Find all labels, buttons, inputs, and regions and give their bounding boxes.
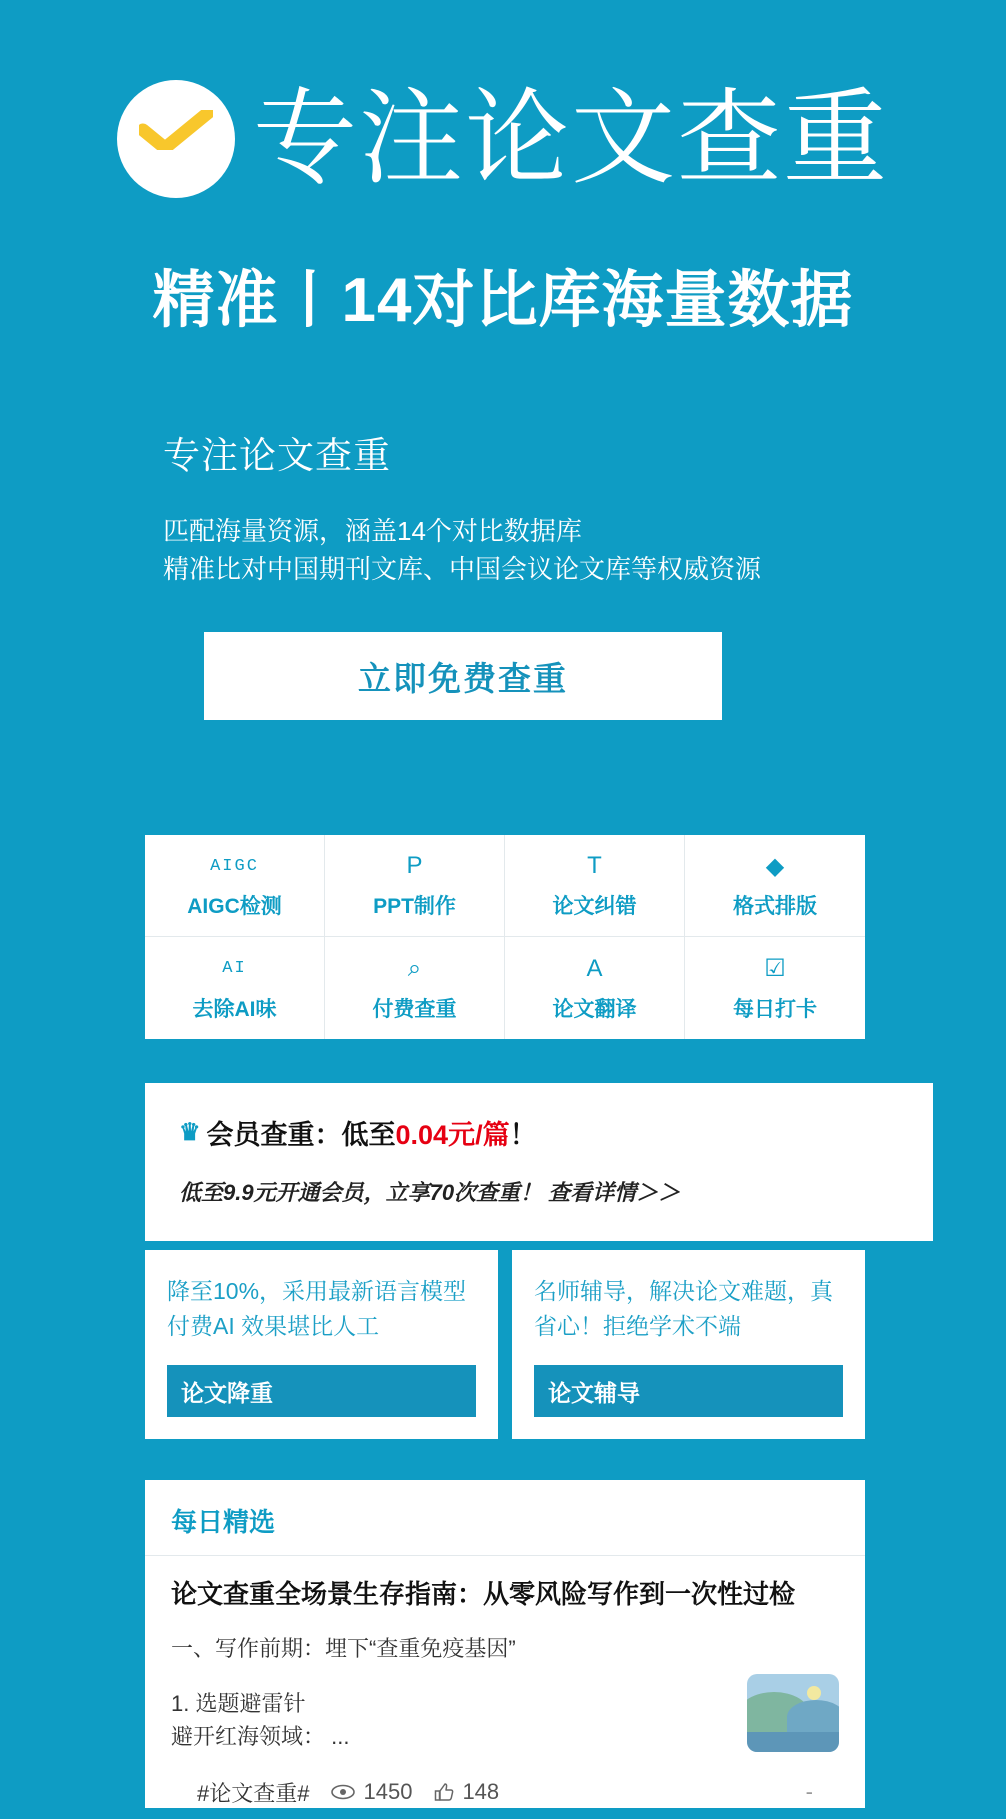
intro-lines — [163, 513, 1006, 588]
format-diamond-icon: ◆ — [765, 852, 785, 880]
thumbs-up-icon — [434, 1782, 454, 1802]
tool-label: 去除AI味 — [192, 997, 277, 1021]
tool-daily-checkin[interactable] — [685, 937, 865, 1039]
tool-paper-translate[interactable] — [505, 937, 685, 1039]
translate-icon: A — [586, 954, 603, 982]
more-options[interactable]: - — [805, 1779, 813, 1805]
page-title: 专注论文查重 — [252, 81, 889, 197]
intro-title: 专注论文查重 — [163, 435, 391, 476]
member-detail-link[interactable]: 低至9.9元开通会员，立享70次查重！ 查看详情＞＞ — [179, 1180, 681, 1205]
eye-icon — [331, 1784, 355, 1800]
article-subtitle: 一、写作前期：埋下“查重免疫基因” — [171, 1635, 516, 1661]
aigc-text-icon: AIGC — [210, 856, 259, 876]
ai-remove-icon: AI — [222, 959, 247, 978]
paper-tutoring-button[interactable]: 论文辅导 — [534, 1365, 843, 1417]
check-circle-icon — [117, 80, 235, 198]
tool-paper-correction[interactable] — [505, 835, 685, 937]
daily-picks-card — [145, 1480, 865, 1808]
tools-grid — [145, 835, 865, 1039]
hero-subtitle: 精准丨14对比库海量数据 — [152, 266, 854, 335]
member-price: 0.04元/篇 — [395, 1120, 510, 1150]
article-body-line-1: 1. 选题避雷针 — [171, 1690, 306, 1716]
check-mark-shape — [139, 110, 213, 150]
article-body — [171, 1687, 601, 1753]
free-check-button[interactable]: 立即免费查重 — [204, 632, 722, 720]
article-body-line-2: 避开红海领域： ... — [171, 1723, 350, 1749]
promo-text: 名师辅导，解决论文难题，真省心！拒绝学术不端 — [534, 1278, 833, 1339]
tool-paid-check[interactable] — [325, 937, 505, 1039]
daily-picks-title: 每日精选 — [145, 1480, 865, 1556]
tool-label: 付费查重 — [372, 997, 457, 1021]
search-icon: ⌕ — [407, 954, 422, 982]
hero-title-row — [0, 80, 1006, 198]
member-banner[interactable] — [145, 1083, 933, 1241]
article-item[interactable] — [145, 1556, 865, 1808]
promo-card-reduce[interactable] — [145, 1250, 498, 1439]
tool-label: 论文纠错 — [552, 895, 637, 918]
promo-row — [145, 1250, 865, 1439]
crown-icon: ♛ — [179, 1119, 201, 1146]
views-meta — [331, 1779, 412, 1805]
likes-count: 148 — [462, 1779, 500, 1805]
tool-label: 每日打卡 — [733, 997, 817, 1021]
tool-ppt-create[interactable] — [325, 835, 505, 937]
article-meta — [171, 1777, 839, 1808]
promo-text: 降至10%，采用最新语言模型付费AI 效果堪比人工 — [167, 1278, 467, 1339]
member-prefix: 会员查重： — [206, 1120, 342, 1150]
promo-card-tutoring[interactable] — [512, 1250, 865, 1439]
tool-label: AIGC检测 — [187, 895, 282, 918]
water-shape — [747, 1732, 839, 1752]
hero-section — [0, 0, 1006, 339]
paper-reduce-button[interactable]: 论文降重 — [167, 1365, 476, 1417]
tools-card — [145, 835, 865, 1039]
calendar-check-icon: ☑ — [764, 955, 786, 982]
tool-format-layout[interactable] — [685, 835, 865, 937]
intro-line-1: 匹配海量资源，涵盖14个对比数据库 — [163, 516, 582, 546]
member-headline — [179, 1113, 899, 1152]
article-tag[interactable]: #论文查重# — [197, 1780, 310, 1806]
likes-meta[interactable] — [434, 1779, 499, 1805]
tool-label: 格式排版 — [733, 895, 817, 918]
tool-label: 论文翻译 — [552, 997, 637, 1021]
intro-line-2: 精准比对中国期刊文库、中国会议论文库等权威资源 — [163, 553, 762, 584]
sun-shape — [807, 1686, 821, 1700]
cta-wrapper — [0, 632, 1006, 720]
correction-icon: T — [587, 852, 602, 879]
tool-remove-ai-style[interactable] — [145, 937, 325, 1039]
views-count: 1450 — [363, 1779, 413, 1805]
member-lead: 低至 — [341, 1120, 396, 1150]
ppt-icon: P — [406, 852, 423, 879]
landscape-thumbnail — [747, 1674, 839, 1752]
member-suffix: ！ — [509, 1120, 537, 1150]
hill-shape-right — [787, 1700, 839, 1734]
tool-label: PPT制作 — [373, 895, 456, 918]
intro-block — [0, 425, 1006, 588]
article-title: 论文查重全场景生存指南：从零风险写作到一次性过检 — [171, 1579, 796, 1609]
tool-aigc-detect[interactable] — [145, 835, 325, 937]
